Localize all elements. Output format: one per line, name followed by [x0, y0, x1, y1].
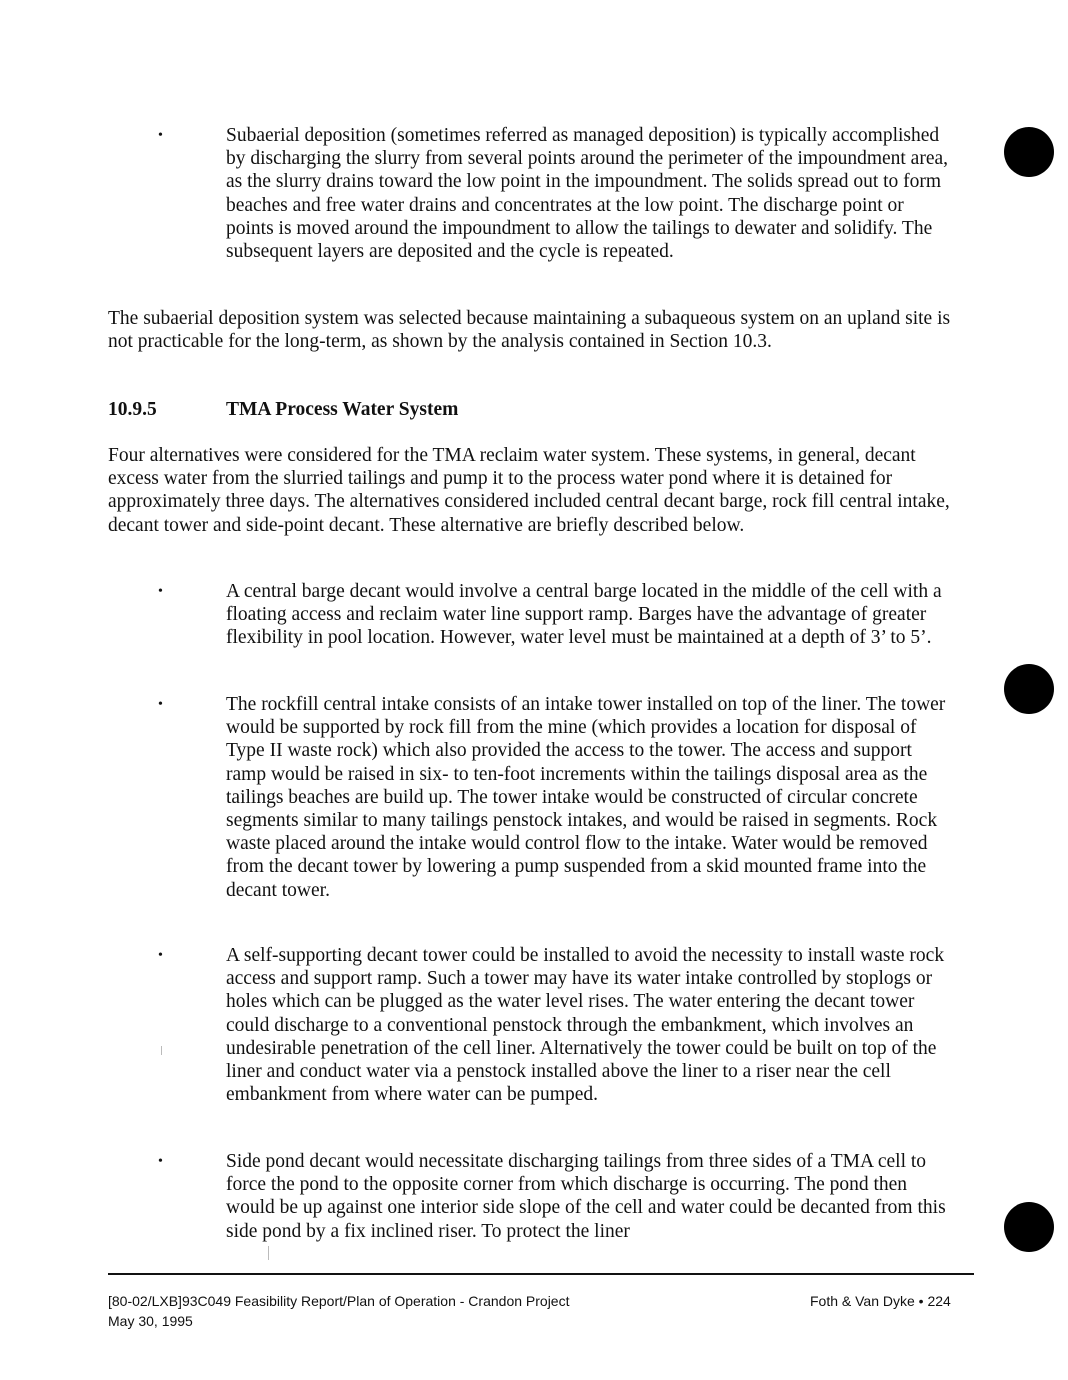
- bullet-marker: •: [158, 128, 163, 143]
- bullet-marker: •: [158, 948, 163, 963]
- bullet-marker: •: [158, 584, 163, 599]
- footer-rule: [108, 1273, 974, 1275]
- selection-paragraph: The subaerial deposition system was selected because maintaining a subaqueous system on an upland site is not practicable for the long-term, as shown by the analysis contained in Section 10.3.: [108, 308, 951, 353]
- footer-doc-id: [80-02/LXB]93C049 Feasibility Report/Plan of Operation - Crandon Project: [108, 1293, 570, 1309]
- alternative-side-pond: Side pond decant would necessitate discharging tailings from three sides of a TMA cell to force the pond to the opposite corner from which discharge is occurring. The pond then would be up against one interior side slope of the cell and water could be decanted from this side pond by a fix inclined riser. To protect the liner: [226, 1151, 946, 1242]
- alternative-rockfill-intake: The rockfill central intake consists of an intake tower installed on top of the liner. The tower would be supported by rock fill from the mine (which provides a location for disposal of Type II waste rock) which also provided the access to the tower. The access and support ramp would be raised in six- to ten-foot increments within the tailings disposal area as the tailings beaches are build up. The tower intake would be constructed of circular concrete segments similar to many tailings penstock intakes, and would be raised in segments. Rock waste placed around the intake would control flow to the intake. Water would be removed from the decant tower by lowering a pump suspended from a skid mounted frame into the decant tower.: [226, 694, 946, 901]
- bullet-marker: •: [158, 697, 163, 712]
- section-number: 10.9.5: [108, 399, 157, 420]
- punch-hole-top: [1004, 127, 1054, 177]
- alternative-decant-tower: A self-supporting decant tower could be installed to avoid the necessity to install waste rock access and support ramp. Such a tower may have its water intake controlled by stoplogs or holes which can be plugged as the water level rises. The water entering the decant tower could discharge to a conventional penstock through the embankment, which involves an undesirable penetration of the cell liner. Alternatively the tower could be built on top of the liner and conduct water via a penstock installed above the liner to a riser near the cell embankment from where water can be pumped.: [226, 945, 945, 1106]
- footer-company-page: Foth & Van Dyke • 224: [810, 1293, 951, 1309]
- punch-hole-middle: [1004, 664, 1054, 714]
- subaerial-deposition-bullet: Subaerial deposition (sometimes referred as managed deposition) is typically accomplished by discharging the slurry from several points around the perimeter of the impoundment area, as the slurry drains toward the low point in the impoundment. The solids spread out to form beaches and free water drains and concentrates at the low point. The discharge point or points is moved around the impoundment to allow the tailings to dewater and solidify. The subsequent layers are deposited and the cycle is repeated.: [226, 125, 949, 263]
- footer-date: May 30, 1995: [108, 1313, 193, 1329]
- scan-speck: [161, 1046, 162, 1055]
- alternative-central-barge: A central barge decant would involve a central barge located in the middle of the cell with a floating access and reclaim water line support ramp. Barges have the advantage of greater flexibility in pool location. However, water level must be maintained at a depth of 3’ to 5’.: [226, 581, 942, 649]
- scan-speck: [268, 1246, 269, 1260]
- section-title: TMA Process Water System: [226, 399, 459, 420]
- bullet-marker: •: [158, 1154, 163, 1169]
- section-intro-paragraph: Four alternatives were considered for the TMA reclaim water system. These systems, in general, decant excess water from the slurried tailings and pump it to the process water pond where it is detained for approximately three days. The alternatives considered included central decant barge, rock fill central intake, decant tower and side-point decant. These alternative are briefly described below.: [108, 445, 950, 536]
- punch-hole-bottom: [1004, 1202, 1054, 1252]
